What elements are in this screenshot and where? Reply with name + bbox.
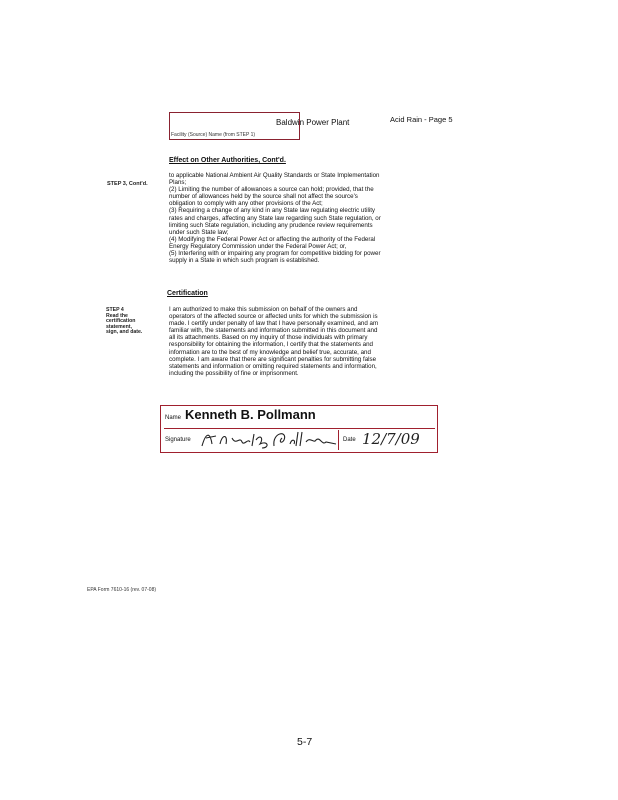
effect-line: obligation to comply with any other provisions of the Act; (169, 200, 323, 208)
name-label: Name (165, 415, 182, 421)
page-number: 5-7 (297, 736, 313, 748)
effect-line: limiting such State regulation, including any prudence review requirements (169, 221, 373, 229)
date-value: 12/7/09 (362, 430, 420, 448)
cert-line: familiar with, the statements and information submitted in this document and (169, 327, 378, 335)
cert-line: statements and information or omitting required statements and information, (169, 362, 377, 370)
form-identifier: EPA Form 7610-16 (rev. 07-08) (87, 587, 157, 593)
step4-label-line: STEP 4 (106, 307, 124, 313)
effect-line: rates and charges, affecting any State law regarding such State regulation, or (169, 214, 381, 222)
cert-line: information are to the best of my knowledge and belief true, accurate, and (169, 348, 371, 356)
step4-label-line: certification (106, 318, 136, 325)
effect-line: (4) Modifying the Federal Power Act or affecting the authority of the Federal (169, 235, 376, 243)
step4-label-line: Read the (106, 312, 128, 319)
effect-line: to applicable National Ambient Air Quality Standards or State Implementation (169, 172, 380, 179)
effect-line: supply in a State in which such program is established. (169, 257, 320, 265)
effect-line: under such State law; (169, 228, 229, 236)
facility-label: Facility (Source) Name (from STEP 1) (171, 132, 256, 138)
certification-heading: Certification (167, 290, 208, 297)
effect-line: (3) Requiring a change of any kind in any State law regulating electric utility (169, 207, 376, 215)
effect-line: Energy Regulatory Commission under the Federal Power Act; or, (169, 242, 347, 250)
page-label: Acid Rain - Page 5 (390, 115, 453, 124)
facility-name: Baldwin Power Plant (276, 118, 350, 127)
handwritten-signature (198, 428, 338, 452)
cert-line: made. I certify under penalty of law that I have personally examined, and am (169, 320, 379, 328)
step4-label (106, 308, 142, 336)
signature-label: Signature (165, 437, 191, 443)
effect-paragraph (169, 172, 424, 264)
step4-label-line: statement, (106, 323, 132, 330)
signer-name: Kenneth B. Pollmann (185, 407, 316, 422)
cert-line: complete. I am aware that there are significant penalties for submitting false (169, 355, 377, 363)
effect-heading: Effect on Other Authorities, Cont'd. (169, 157, 286, 164)
effect-line: (5) Interfering with or impairing any program for competitive bidding for power (169, 250, 381, 258)
cert-line: I am authorized to make this submission on behalf of the owners and (169, 306, 358, 313)
cert-line: operators of the affected source or affected units for which the submission is (169, 313, 378, 321)
signature-stroke (202, 434, 267, 448)
cert-line: responsibility for obtaining the information, I certify that the statements and (169, 341, 373, 349)
effect-line: number of allowances held by the source shall not affect the source's (169, 193, 358, 201)
step4-label-line: sign, and date. (106, 329, 143, 336)
effect-line: Plans; (169, 179, 187, 187)
effect-line: (2) Limiting the number of allowances a source can hold; provided, that the (169, 186, 374, 194)
cert-line: including the possibility of fine or imprisonment. (169, 369, 299, 377)
certification-paragraph (169, 306, 424, 377)
signature-stroke (274, 432, 336, 446)
step3-label: STEP 3, Cont'd. (107, 181, 148, 187)
date-divider (338, 430, 339, 450)
cert-line: all its attachments. Based on my inquiry of those individuals with primary (169, 334, 368, 342)
date-label: Date (343, 437, 356, 443)
